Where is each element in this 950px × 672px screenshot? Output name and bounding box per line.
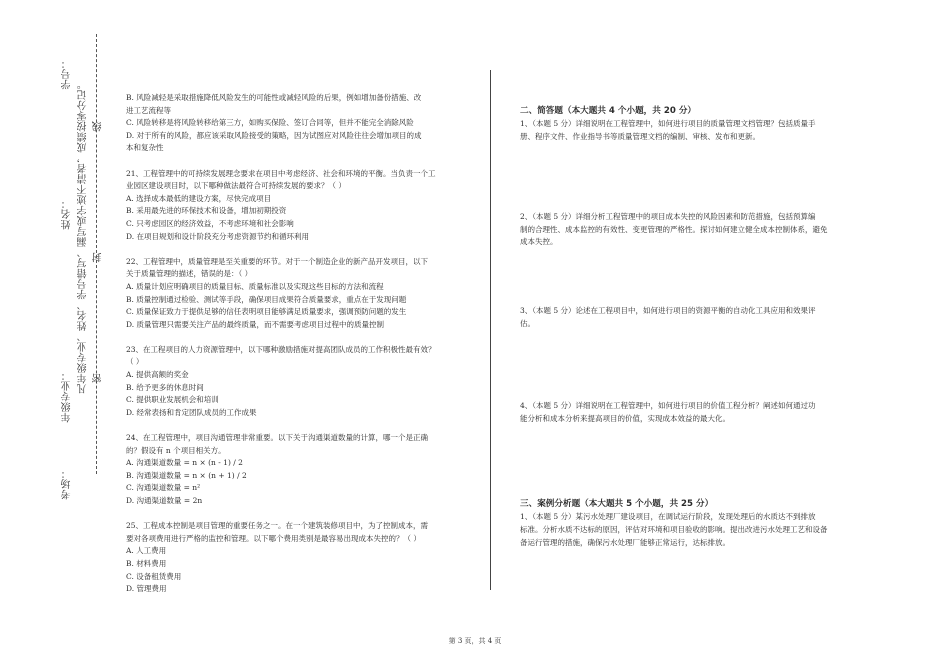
option-line: 本和复杂性 <box>126 143 164 153</box>
column-divider <box>490 70 491 590</box>
option-line: C. 质量保证致力于提供足够的信任表明项目能够满足质量要求，强调预防问题的发生 <box>126 307 407 317</box>
option-line: B. 给予更多的休息时间 <box>126 382 204 392</box>
option-line: A. 人工费用 <box>126 546 167 556</box>
question-stem: 1、（本题 5 分）某污水处理厂建设项目，在调试运行阶段，发现处理后的水质达不到排放 <box>520 512 816 522</box>
question-stem: 3、（本题 5 分）论述在工程项目中，如何进行项目的资源平衡的自动化工具应用和效果评 <box>520 305 816 315</box>
option-line: C. 只考虑园区的经济效益，不考虑环境和社会影响 <box>126 218 294 228</box>
question-20-tail <box>126 92 468 155</box>
question-stem: 制的合理性、成本监控的有效性、变更管理的严格性。探讨如何建立健全成本控制体系，避免 <box>520 224 828 234</box>
option-line: B. 材料费用 <box>126 558 167 568</box>
binding-warning: 凡年级专业、姓名、学号错写、漏写或字迹不清者，成绩按零分记。 <box>78 79 89 394</box>
question-23 <box>126 344 468 420</box>
short-question-4 <box>520 400 862 425</box>
option-line: C. 沟通渠道数量 = n² <box>126 483 201 493</box>
question-stem: 24、在工程管理中，项目沟通管理非常重要。以下关于沟通渠道数量的计算，哪一个是正确 <box>126 433 429 443</box>
case-question-1 <box>520 511 862 549</box>
section-3-title: 三、案例分析题（本大题共 5 个小题，共 25 分） <box>520 499 714 510</box>
seal-char-line: 线 <box>93 121 104 132</box>
question-22 <box>126 256 468 332</box>
question-stem: 估。 <box>520 318 535 328</box>
section-2-title: 二、简答题（本大题共 4 个小题，共 20 分） <box>520 106 697 116</box>
option-line: B. 沟通渠道数量 = n × (n + 1) / 2 <box>126 470 247 480</box>
question-25 <box>126 520 468 596</box>
binding-margin <box>0 0 110 672</box>
option-line: A. 沟通渠道数量 = n × (n - 1) / 2 <box>126 458 243 468</box>
question-stem: （ ） <box>126 357 144 367</box>
right-column <box>520 104 862 549</box>
option-line: D. 对于所有的风险，都应该采取风险接受的策略，因为试图应对风险往往会增加项目的成 <box>126 130 422 140</box>
option-line: B. 风险减轻是采取措施降低风险发生的可能性或减轻风险的后果，例如增加备份措施、改 <box>126 93 422 102</box>
question-stem: 4、（本题 5 分）详细说明在工程管理中，如何进行项目的价值工程分析？阐述如何通过功 <box>520 401 816 411</box>
question-stem: 的？假设有 n 个项目相关方。 <box>126 445 226 455</box>
option-line: D. 沟通渠道数量 = 2n <box>126 496 203 505</box>
question-stem: 25、工程成本控制是项目管理的重要任务之一。在一个建筑装修项目中，为了控制成本，需 <box>126 521 429 531</box>
name-label: 姓名： <box>62 198 73 230</box>
question-stem: 成本失控。 <box>520 237 558 247</box>
question-stem: 1、（本题 5 分）详细说明在工程管理中，如何进行项目的质量管理文档管理？包括质量手 <box>520 119 816 128</box>
question-stem: 23、在工程项目的人力资源管理中，以下哪种激励措施对提高团队成员的工作积极性最有效？ <box>126 344 436 354</box>
option-line: D. 质量管理只需要关注产品的最终质量，而不需要考虑项目过程中的质量控制 <box>126 319 385 329</box>
option-line: B. 质量控制通过检验、测试等手段，确保项目成果符合质量要求，重点在于发现问题 <box>126 294 407 304</box>
grade-major-label: 年级专业： <box>62 370 73 423</box>
left-column <box>126 92 468 596</box>
exam-site-label: 考场： <box>62 468 73 500</box>
student-id-label: 学号： <box>62 58 73 90</box>
option-line: D. 经常表扬和肯定团队成员的工作成果 <box>126 407 257 417</box>
short-question-1 <box>520 118 862 143</box>
question-stem: 册、程序文件、作业指导书等质量管理文档的编制、审核、发布和更新。 <box>520 131 760 141</box>
question-stem: 标准。分析水质不达标的原因，评估对环境和项目验收的影响。提出改进污水处理工艺和设备 <box>520 524 828 534</box>
page-footer: 第 3 页，共 4 页 <box>448 637 502 645</box>
question-stem: 2、（本题 5 分）详细分析工程管理中的项目成本失控的风险因素和防范措施，包括预算编 <box>520 212 816 222</box>
option-line: 进工艺流程等 <box>126 105 171 115</box>
option-line: D. 在项目规划和设计阶段充分考虑资源节约和循环利用 <box>126 231 310 241</box>
short-question-3 <box>520 305 862 330</box>
question-21 <box>126 168 468 244</box>
option-line: C. 提供职业发展机会和培训 <box>126 395 219 405</box>
question-stem: 21、工程管理中的可持续发展理念要求在项目中考虑经济、社会和环境的平衡。当负责一个工 <box>126 168 436 178</box>
option-line: A. 提供高额的奖金 <box>126 370 189 380</box>
question-stem: 业园区建设项目时，以下哪种做法最符合可持续发展的要求？（ ） <box>126 181 346 191</box>
seal-char-seal: 封 <box>93 252 104 263</box>
question-stem: 能分析和成本分析来提高项目的价值，实现成本效益的最大化。 <box>520 413 730 423</box>
option-line: A. 选择成本最低的建设方案，尽快完成项目 <box>126 193 272 203</box>
question-stem: 要对各项费用进行严格的监控和管理。以下哪个费用类别是最容易出现成本失控的？（ ） <box>126 533 421 543</box>
option-line: C. 设备租赁费用 <box>126 571 182 581</box>
seal-char-secret: 密 <box>93 373 104 384</box>
option-line: D. 管理费用 <box>126 584 167 594</box>
question-stem: 22、工程管理中，质量管理是至关重要的环节。对于一个制造企业的新产品开发项目，以下 <box>126 256 429 266</box>
question-stem: 关于质量管理的描述，错误的是：（ ） <box>126 269 253 279</box>
option-line: C. 风险转移是将风险转移给第三方，如购买保险、签订合同等，但并不能完全消除风险 <box>126 118 414 128</box>
question-24 <box>126 432 468 508</box>
option-line: A. 质量计划应明确项目的质量目标、质量标准以及实现这些目标的方法和流程 <box>126 281 384 291</box>
short-question-2 <box>520 211 862 249</box>
question-stem: 备运行管理的措施，确保污水处理厂能够正常运行，达标排放。 <box>520 537 730 547</box>
option-line: B. 采用最先进的环保技术和设备，增加初期投资 <box>126 206 287 216</box>
